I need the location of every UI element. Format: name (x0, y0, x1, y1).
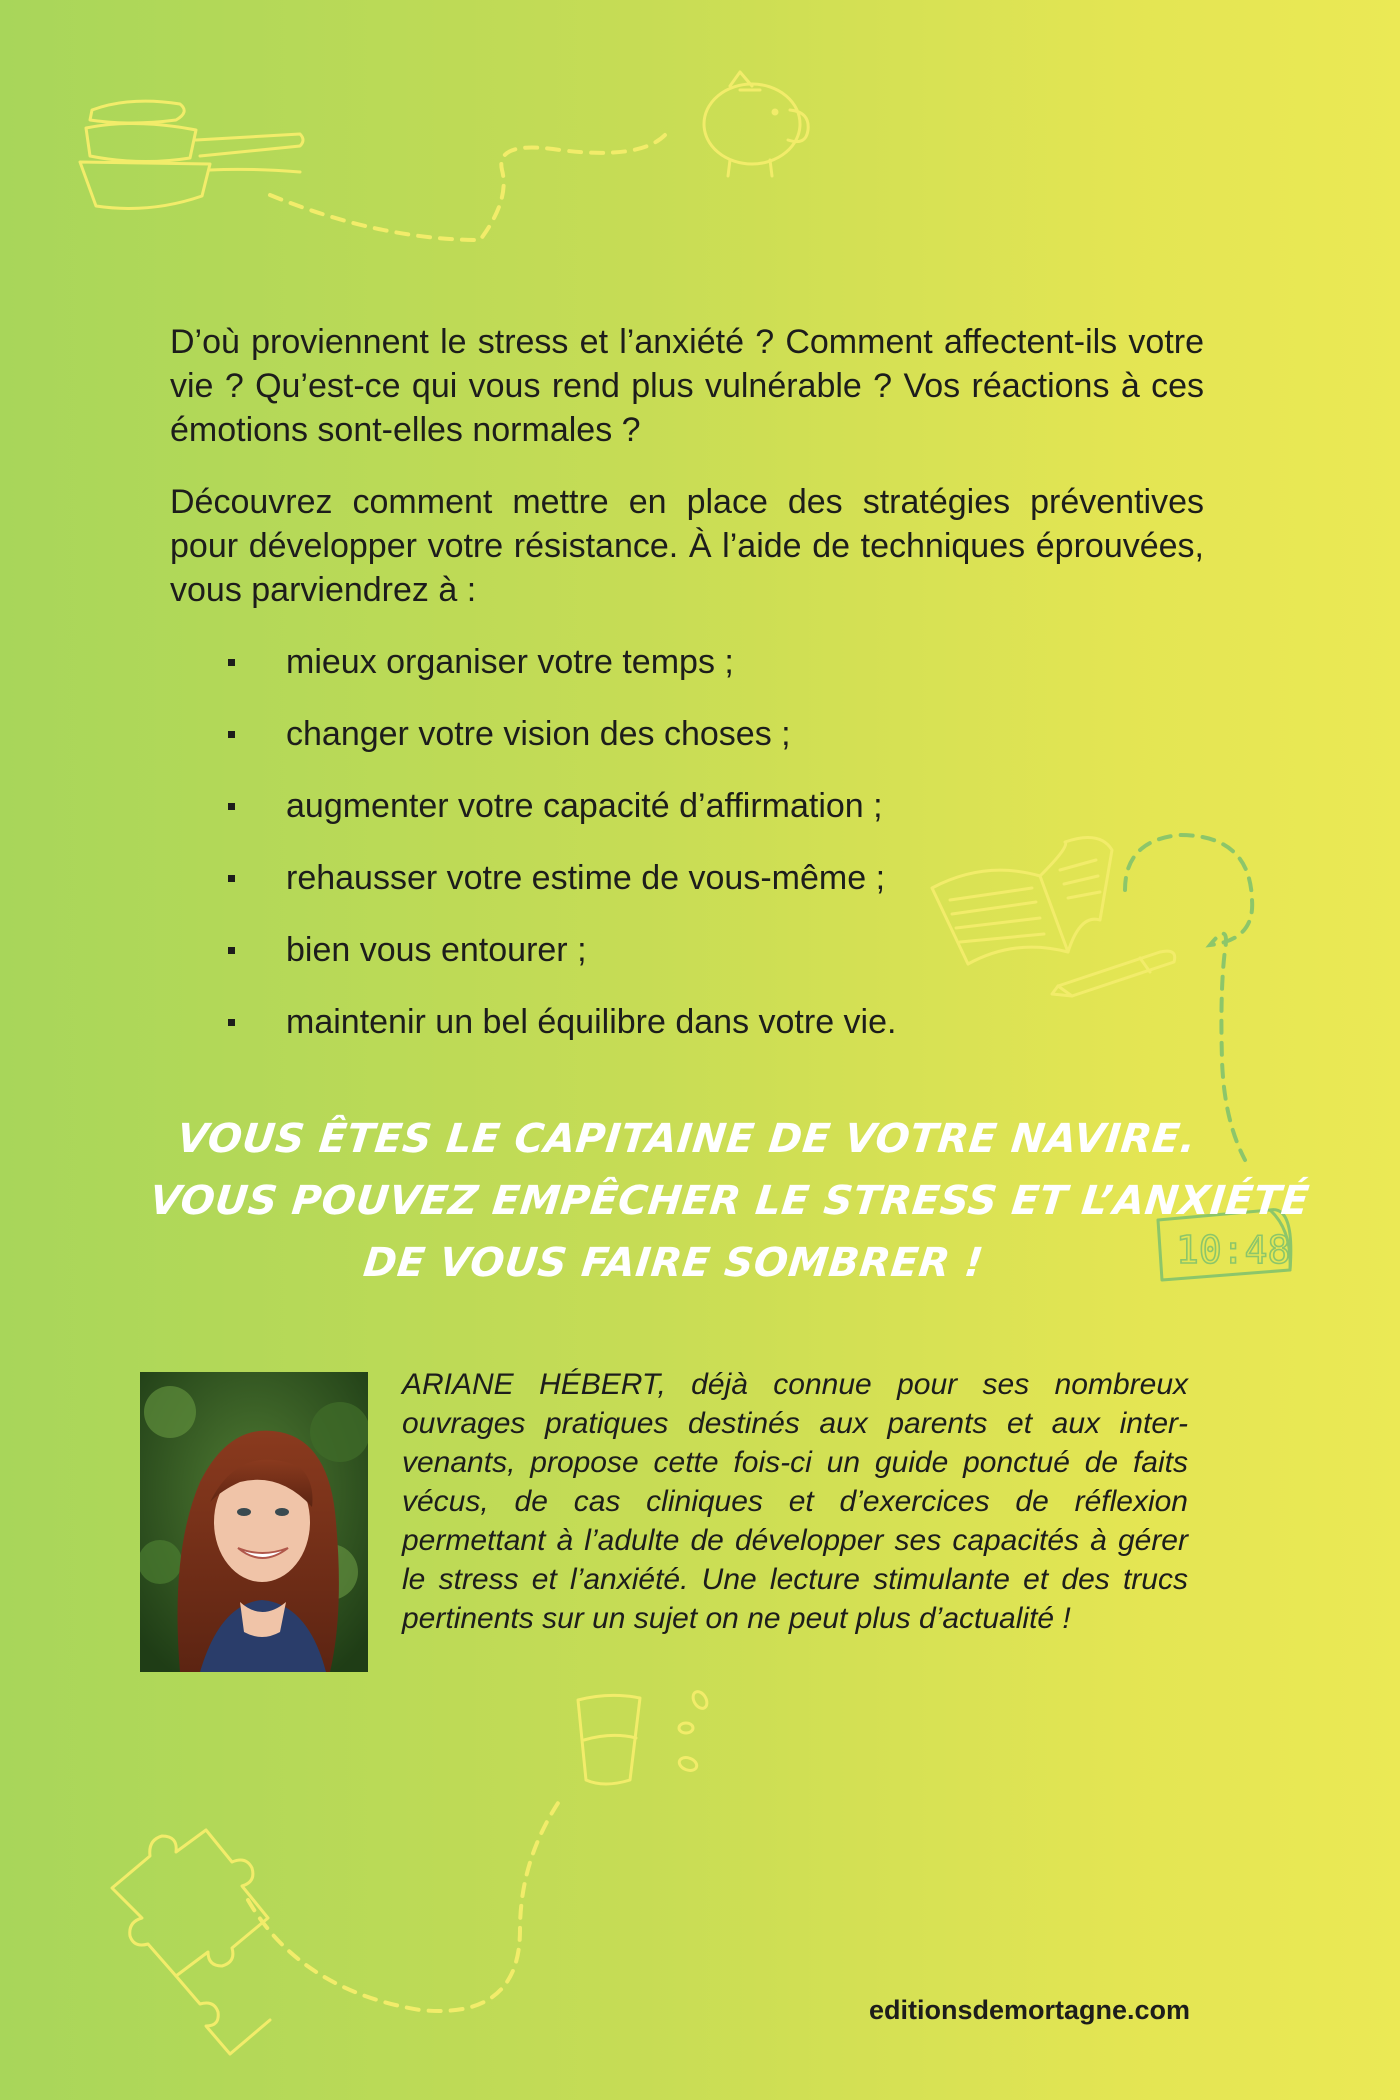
intro-paragraph-2: Découvrez comment mettre en place des stratégies préventives pour développer votre résistance. À l’aide de techniques éprouvées, vous parviendrez à : (170, 483, 1204, 609)
list-item-text: bien vous entourer ; (286, 931, 587, 969)
intro-paragraph-1: D’où proviennent le stress et l’anxiété ? Comment affectent-ils votre vie ? Qu’est-ce qui vous rend plus vulnérable ? Vos réactions à ces émotions sont-elles normales ? (170, 323, 1204, 449)
list-item-text: mieux organiser votre temps ; (286, 643, 734, 681)
bullet-icon (228, 659, 235, 666)
slogan-line-1: VOUS ÊTES LE CAPITAINE DE VOTRE NAVIRE. (174, 1116, 1199, 1162)
slogan-line-3: DE VOUS FAIRE SOMBRER ! (361, 1240, 986, 1286)
glass-and-pills-icon (578, 1689, 710, 1784)
dashed-trail-top (270, 135, 665, 240)
bullet-icon (228, 875, 235, 882)
dashed-trail-bottom (248, 1800, 560, 2011)
author-bio: ARIANE HÉBERT, déjà connue pour ses nombreux ouvrages pratiques destinés aux parents et aux intervenants, propose cette fois-ci un guide ponctué de faits vécus, de cas cliniques et d’exercices de réflexion permettant à l’adulte de développer ses capacités à gérer le stress et l’anxiété. Une lecture stimulante et des trucs pertinents sur un sujet on ne peut plus d’actualité ! (402, 1368, 1188, 1635)
intro-text (170, 320, 1204, 640)
slogan-line-2: VOUS POUVEZ EMPÊCHER LE STRESS ET L’ANXIÉTÉ (147, 1178, 1312, 1224)
list-item-text: changer votre vision des choses ; (286, 715, 791, 753)
list-item (228, 928, 1128, 972)
pots-and-pan-icon (80, 101, 303, 208)
list-item (228, 712, 1128, 756)
list-item (228, 640, 1128, 684)
bullet-icon (228, 803, 235, 810)
clock-display-text: 10:48 (1176, 1228, 1291, 1272)
piggy-bank-icon (704, 72, 808, 176)
author-photo (140, 1372, 368, 1672)
benefits-list (228, 640, 1128, 1072)
bullet-icon (228, 947, 235, 954)
puzzle-pieces-icon (112, 1830, 270, 2054)
list-item (228, 1000, 1128, 1044)
list-item (228, 784, 1128, 828)
list-item (228, 856, 1128, 900)
bullet-icon (228, 731, 235, 738)
list-item-text: augmenter votre capacité d’affirmation ; (286, 787, 883, 825)
publisher-website[interactable]: editionsdemortagne.com (868, 1995, 1190, 2025)
list-item-text: maintenir un bel équilibre dans votre vie. (286, 1003, 897, 1041)
bullet-icon (228, 1019, 235, 1026)
list-item-text: rehausser votre estime de vous-même ; (286, 859, 886, 897)
